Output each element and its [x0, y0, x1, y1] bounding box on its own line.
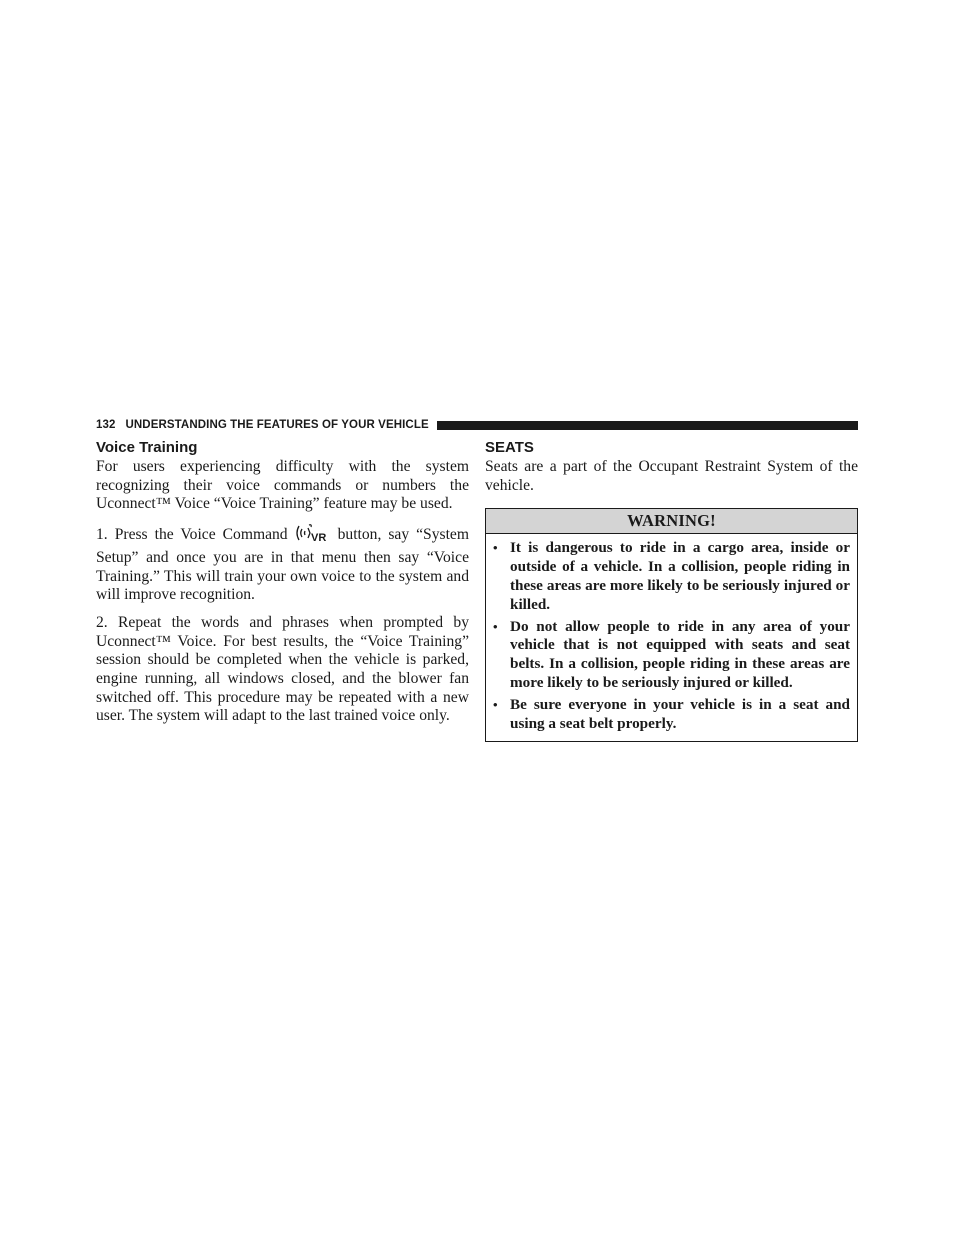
warning-list: [486, 534, 857, 741]
page-header: [96, 417, 858, 433]
warning-item-text: Be sure everyone in your vehicle is in a seat and using a seat belt properly.: [510, 695, 850, 732]
warning-item-text: It is dangerous to ride in a cargo area, inside or outside of a vehicle. In a collision, people riding in these areas are more likely to be seriously injured or killed.: [510, 539, 850, 613]
voice-training-step-1: [96, 523, 469, 605]
voice-training-intro: For users experiencing difficulty with the system recognizing their voice commands or numbers the Uconnect™ Voice “Voice Training” feature may be used.: [96, 458, 469, 513]
voice-training-step-2: 2. Repeat the words and phrases when prompted by Uconnect™ Voice. For best results, the “Voice Training” session should be completed when the vehicle is parked, engine running, all windows closed, and the blower fan switched off. This procedure may be repeated with a new user. The system will adapt to the last trained voice only.: [96, 613, 469, 725]
warning-item-text: Do not allow people to ride in any area of your vehicle that is not equipped with seats and seat belts. In a collision, people riding in these areas are more likely to be seriously injured or killed.: [510, 617, 850, 691]
left-column: [96, 438, 469, 726]
bullet-icon: •: [493, 696, 498, 712]
section-title: UNDERSTANDING THE FEATURES OF YOUR VEHICLE: [125, 419, 429, 431]
seats-heading: SEATS: [485, 439, 534, 456]
voice-command-vr-icon: [294, 523, 330, 549]
warning-item: [493, 696, 850, 734]
seats-intro: Seats are a part of the Occupant Restraint System of the vehicle.: [485, 458, 858, 494]
bullet-icon: •: [493, 540, 498, 556]
voice-training-heading: Voice Training: [96, 439, 198, 456]
warning-item: [493, 539, 850, 614]
bullet-icon: •: [493, 618, 498, 634]
warning-title: WARNING!: [486, 509, 857, 534]
warning-box: [485, 508, 858, 742]
svg-text:VR: VR: [310, 532, 326, 544]
page-number: 132: [96, 419, 116, 431]
step1-text-end: button, say “System Setup” and once you are in that menu then say “Voice Training.” This will train your own voice to the system and will improve recognition.: [96, 526, 469, 604]
step1-text-start: 1. Press the Voice Command: [96, 526, 288, 544]
header-rule: [437, 421, 858, 430]
warning-item: [493, 618, 850, 693]
right-column: [485, 438, 858, 742]
